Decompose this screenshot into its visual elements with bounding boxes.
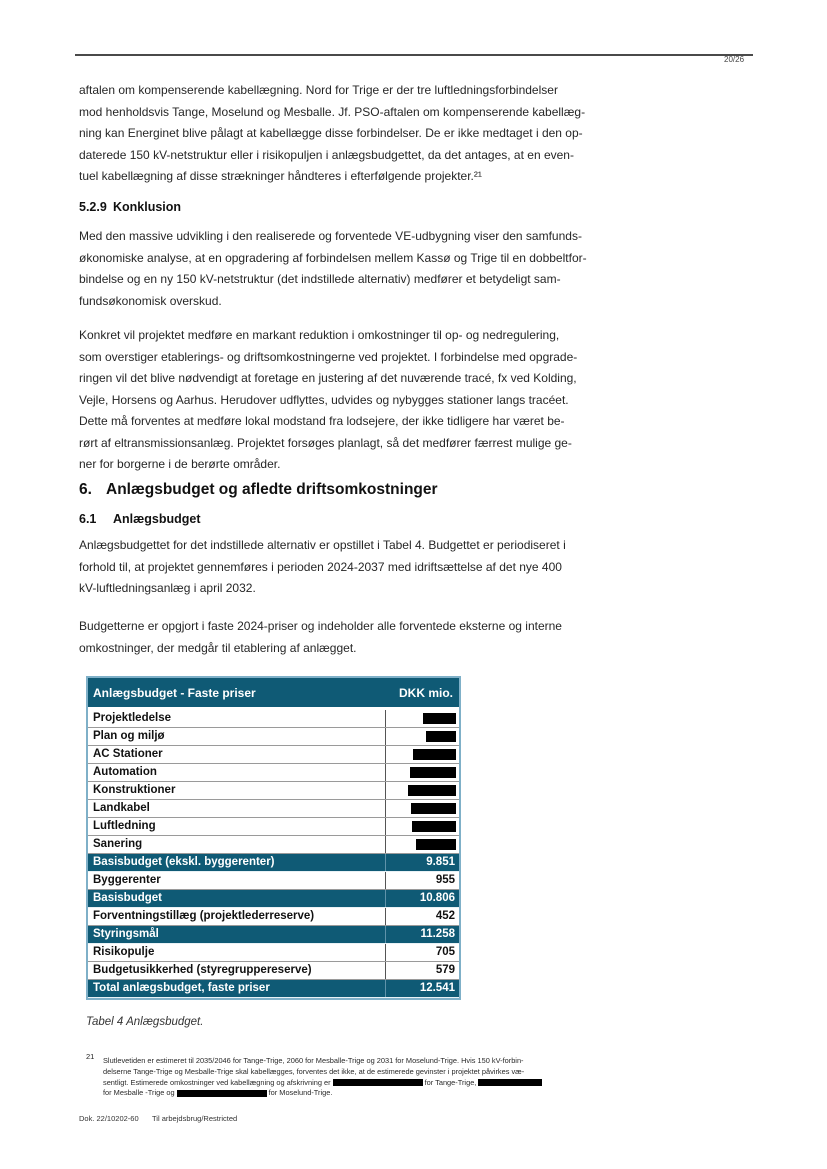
footnote-segment: delserne Tange-Trige og Mesballe-Trige skal kabellægges, forventes det ikke, at de estimerede gevinster i projektet påvirkes væ- bbox=[103, 1066, 525, 1076]
text-line: mod henholdsvis Tange, Moselund og Mesballe. Jf. PSO-aftalen om kompenserende kabellæg- bbox=[79, 104, 586, 119]
text-line: aftalen om kompenserende kabellægning. Nord for Trige er der tre luftledningsforbindelser bbox=[79, 83, 558, 97]
row-label: AC Stationer bbox=[93, 748, 163, 760]
row-label: Luftledning bbox=[93, 820, 156, 832]
text-line: som overstiger etablerings- og driftsomkostningerne ved projektet. I forbindelse med opgrade- bbox=[79, 349, 578, 364]
row-label: Styringsmål bbox=[93, 928, 159, 940]
table-row bbox=[88, 890, 459, 908]
text-line: kV-luftledningsanlæg i april 2032. bbox=[79, 581, 256, 595]
text-line: økonomiske analyse, at en opgradering af forbindelsen mellem Kassø og Trige til en dobbeltfor- bbox=[79, 250, 587, 265]
paragraph-budget-1 bbox=[79, 535, 566, 600]
footnote-line bbox=[103, 1067, 615, 1078]
table-row bbox=[88, 908, 459, 926]
text-line: Budgetterne er opgjort i faste 2024-priser og indeholder alle forventede eksterne og interne bbox=[79, 619, 562, 633]
section-title: Anlægsbudget bbox=[113, 512, 201, 526]
text-line: omkostninger, der medgår til etablering af anlægget. bbox=[79, 640, 357, 655]
row-label: Plan og miljø bbox=[93, 730, 165, 742]
table-row bbox=[88, 980, 459, 998]
row-value-cell bbox=[385, 800, 459, 817]
row-value-cell bbox=[385, 728, 459, 745]
section-heading-konklusion bbox=[79, 200, 181, 214]
row-value-cell bbox=[385, 818, 459, 835]
table-row bbox=[88, 800, 459, 818]
redaction-bar bbox=[423, 713, 456, 724]
table-unit-label: DKK mio. bbox=[399, 685, 453, 700]
table-row bbox=[88, 746, 459, 764]
paragraph-konklusion-1 bbox=[79, 226, 587, 312]
table-value-rows bbox=[88, 854, 459, 998]
footnote-segment: for Tange-Trige, bbox=[424, 1077, 477, 1087]
table-row bbox=[88, 836, 459, 854]
text-line: bindelse og en ny 150 kV-netstruktur (det indstillede alternativ) medfører et betydeligt sam- bbox=[79, 272, 561, 286]
redaction-bar bbox=[410, 767, 456, 778]
table-caption: Tabel 4 Anlægsbudget. bbox=[86, 1016, 204, 1028]
table-title: Anlægsbudget - Faste priser bbox=[93, 685, 256, 700]
redaction-bar bbox=[411, 803, 456, 814]
table-row bbox=[88, 818, 459, 836]
row-label: Budgetusikkerhed (styregruppereserve) bbox=[93, 964, 312, 976]
footnote-text bbox=[103, 1056, 615, 1099]
footnote-number: 21 bbox=[86, 1052, 95, 1061]
redaction-bar bbox=[416, 839, 456, 850]
footnote-line bbox=[103, 1078, 615, 1089]
row-label: Byggerenter bbox=[93, 874, 161, 886]
section-title: Konklusion bbox=[113, 200, 182, 214]
header-rule bbox=[75, 54, 753, 56]
table-row bbox=[88, 764, 459, 782]
redaction-bar bbox=[426, 731, 456, 742]
row-value: 10.806 bbox=[385, 890, 459, 907]
row-label: Projektledelse bbox=[93, 712, 171, 724]
table-redacted-rows bbox=[88, 710, 459, 854]
row-label: Konstruktioner bbox=[93, 784, 176, 796]
table-row bbox=[88, 710, 459, 728]
table-row bbox=[88, 944, 459, 962]
text-line: fundsøkonomisk overskud. bbox=[79, 293, 222, 308]
text-line: ner for borgerne i de berørte områder. bbox=[79, 457, 281, 471]
section-heading-anlaegsbudget bbox=[79, 512, 201, 526]
chapter-title: Anlægsbudget og afledte driftsomkostninger bbox=[106, 481, 438, 498]
row-value: 705 bbox=[385, 944, 459, 961]
text-line: tuel kabellægning af disse strækninger håndteres i efterfølgende projekter.²¹ bbox=[79, 169, 482, 183]
footer-doc-ref: Dok. 22/10202-60 bbox=[79, 1114, 139, 1123]
row-value: 579 bbox=[385, 962, 459, 979]
section-number: 5.2.9 bbox=[79, 200, 107, 214]
table-row bbox=[88, 782, 459, 800]
row-label: Forventningstillæg (projektlederreserve) bbox=[93, 910, 315, 922]
footnote-segment: for Mesballe -Trige og bbox=[103, 1088, 175, 1098]
text-line: forhold til, at projektet gennemføres i perioden 2024-2037 med idriftsættelse af det nye 400 bbox=[79, 559, 562, 574]
budget-table-header bbox=[88, 678, 459, 710]
text-line: rørt af eltransmissionsanlæg. Projektet forsøges planlagt, så det medfører færrest mulige ge- bbox=[79, 435, 572, 450]
row-value: 955 bbox=[385, 872, 459, 889]
text-line: Anlægsbudgettet for det indstillede alternativ er opstillet i Tabel 4. Budgettet er periodiseret i bbox=[79, 538, 566, 552]
row-label: Total anlægsbudget, faste priser bbox=[93, 982, 270, 994]
row-value-cell bbox=[385, 746, 459, 763]
paragraph-konklusion-2 bbox=[79, 325, 577, 476]
chapter-number: 6. bbox=[79, 481, 92, 498]
row-value: 9.851 bbox=[385, 854, 459, 871]
footnote-line bbox=[103, 1088, 615, 1099]
footnote-line bbox=[103, 1056, 615, 1067]
row-value-cell bbox=[385, 836, 459, 853]
row-label: Basisbudget bbox=[93, 892, 163, 904]
section-number: 6.1 bbox=[79, 512, 97, 526]
redaction-bar bbox=[177, 1090, 267, 1097]
paragraph-kabellaegning bbox=[79, 80, 585, 188]
text-line: Vejle, Horsens og Aarhus. Herudover udflyttes, udvides og nybygges stationer langs tracéet. bbox=[79, 392, 569, 407]
text-line: Konkret vil projektet medføre en markant reduktion i omkostninger til op- og nedregulering, bbox=[79, 328, 560, 342]
table-row bbox=[88, 728, 459, 746]
table-row bbox=[88, 926, 459, 944]
text-line: ning kan Energinet blive pålagt at kabellægge disse forbindelser. De er ikke medtaget i den op- bbox=[79, 126, 583, 140]
table-row bbox=[88, 872, 459, 890]
row-value-cell bbox=[385, 710, 459, 727]
row-label: Landkabel bbox=[93, 802, 150, 814]
footnote-segment: for Moselund-Trige. bbox=[268, 1088, 333, 1098]
text-line: ringen vil det blive nødvendigt at foretage en justering af det nuværende tracé, fx ved Kolding, bbox=[79, 371, 577, 385]
table-row bbox=[88, 962, 459, 980]
chapter-heading-anlaegsbudget bbox=[79, 481, 438, 499]
redaction-bar bbox=[478, 1079, 542, 1086]
page-number: 20/26 bbox=[724, 55, 745, 64]
paragraph-budget-2 bbox=[79, 616, 562, 659]
redaction-bar bbox=[413, 749, 456, 760]
table-row bbox=[88, 854, 459, 872]
footer-classification: Til arbejdsbrug/Restricted bbox=[152, 1114, 238, 1123]
row-value-cell bbox=[385, 764, 459, 781]
redaction-bar bbox=[412, 821, 456, 832]
text-line: Dette må forventes at medføre lokal modstand fra lodsejere, der ikke tidligere har været be- bbox=[79, 414, 565, 428]
row-value: 11.258 bbox=[385, 926, 459, 943]
row-label: Risikopulje bbox=[93, 946, 155, 958]
redaction-bar bbox=[408, 785, 456, 796]
text-line: Med den massive udvikling i den realiserede og forventede VE-udbygning viser den samfunds- bbox=[79, 229, 582, 243]
budget-table bbox=[86, 676, 461, 1000]
row-label: Basisbudget (ekskl. byggerenter) bbox=[93, 856, 275, 868]
footnote-segment: sentligt. Estimerede omkostninger ved kabellægning og afskrivning er bbox=[103, 1077, 331, 1087]
row-label: Automation bbox=[93, 766, 157, 778]
footnote-segment: Slutlevetiden er estimeret til 2035/2046 for Tange-Trige, 2060 for Mesballe-Trige og 2031 for Moselund-Trige. Hvis 150 kV-forbin- bbox=[103, 1056, 524, 1065]
row-label: Sanering bbox=[93, 838, 143, 850]
row-value: 12.541 bbox=[385, 980, 459, 997]
redaction-bar bbox=[333, 1079, 423, 1086]
row-value-cell bbox=[385, 782, 459, 799]
text-line: daterede 150 kV-netstruktur eller i risikopuljen i anlægsbudgettet, da det antages, at en even- bbox=[79, 147, 574, 162]
row-value: 452 bbox=[385, 908, 459, 925]
